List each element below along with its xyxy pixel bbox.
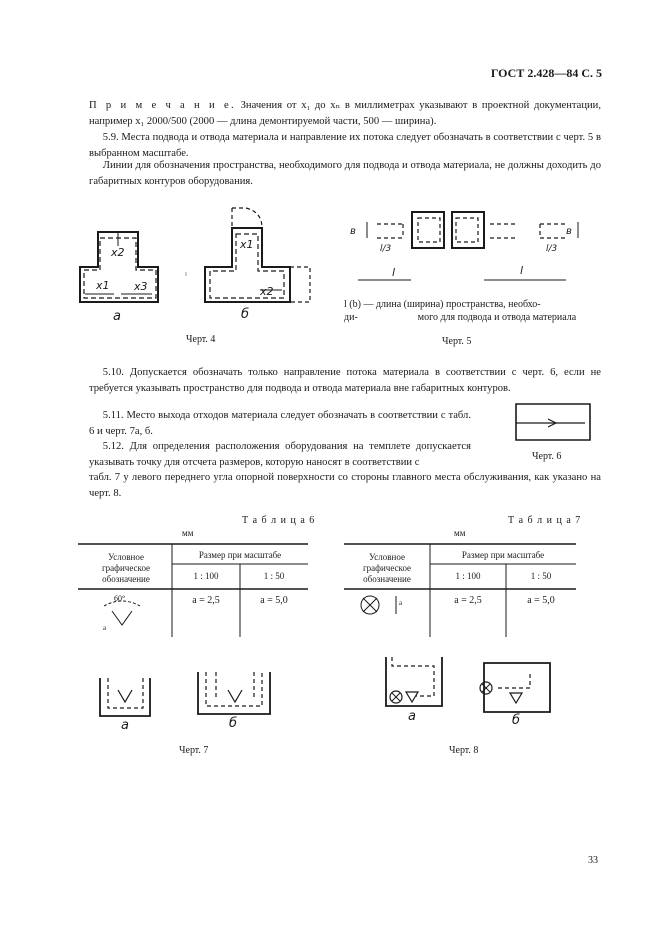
fig5-legend-line2: ди- мого для подвода и отвода материала (344, 312, 577, 323)
fig4a-x2-label: x2 (111, 246, 125, 259)
fig4a-x1-label: x1 (96, 279, 110, 292)
paragraph-5-10: 5.10. Допускается обозначать только направление потока материала в соответствии с черт. 6, если не требуется указывать пространство для подвода и отвода материала вне габаритных контуров. (89, 367, 601, 394)
table6-a-label: a (103, 624, 107, 632)
fig4a-x3-label: x3 (134, 280, 148, 293)
paragraph-5-12-b: табл. 7 у левого переднего угла опорной поверхности со стороны главного места обслуживания, как указано на черт. 8. (89, 472, 601, 499)
table7-value1: a = 2,5 (454, 595, 482, 606)
table6-title: Т а б л и ц а 6 (242, 515, 316, 526)
fig8a-label: а (408, 709, 416, 724)
fig7a-label: а (121, 718, 129, 733)
table6-scale2: 1 : 50 (263, 571, 285, 581)
table6-group-header: Размер при масштабе (198, 550, 282, 560)
table7-group-header: Размер при масштабе (461, 550, 545, 560)
fig7a-drawing (100, 678, 150, 716)
fig8b-label: б (512, 713, 521, 728)
table6-angle-label: 60° (114, 594, 126, 603)
fig8-caption: Черт. 8 (449, 745, 479, 756)
fig4a-label: а (113, 309, 121, 324)
table7-scale1: 1 : 100 (455, 571, 481, 581)
fig5-l-left: l (392, 266, 396, 279)
table7-value2: a = 5,0 (527, 595, 555, 606)
fig8a-drawing (386, 657, 442, 706)
paragraph-5-9: 5.9. Места подвода и отвода материала и направление их потока следует обозначать в соответствии с черт. 5 в выбранном масштабе. (89, 132, 601, 159)
fig5-l3-left: l/3 (380, 244, 392, 254)
fig5-caption: Черт. 5 (442, 336, 472, 347)
paragraph-5-12-a: 5.12. Для определения расположения оборудования на темплете допускается указывать точку для отсчета размеров, которую наносят в соответствии с (89, 441, 471, 468)
fig7b-drawing (198, 672, 270, 714)
table6-symbol (104, 601, 140, 625)
table7-symbol (361, 596, 396, 614)
paragraph-lines: Линии для обозначения пространства, необходимого для подвода и отвода материала, не должны доходить до габаритных контуров оборудования. (89, 160, 601, 187)
fig7b-label: б (229, 716, 238, 731)
page-header: ГОСТ 2.428—84 С. 5 (490, 66, 602, 80)
fig4b-label: б (241, 307, 250, 322)
table6-scale1: 1 : 100 (193, 571, 219, 581)
fig8b-drawing (480, 663, 550, 712)
fig4-caption: Черт. 4 (186, 334, 216, 345)
paragraph-5-11: 5.11. Место выхода отходов материала следует обозначать в соответствии с табл. 6 и черт. 7а, б. (89, 410, 471, 437)
fig7-caption: Черт. 7 (179, 745, 209, 756)
table6-value1: a = 2,5 (192, 595, 220, 606)
fig6-drawing (516, 404, 590, 440)
table7-col1-header: Условное графическое обозначение (362, 552, 412, 584)
note-text: Значения от x₁ до xₙ в миллиметрах указывают в проектной документации, например x₁ 2000/500 (2000 — длина демонтируемой части, 500 — ширина). (89, 100, 602, 127)
page-number: 33 (588, 855, 598, 866)
fig5-l-right: l (520, 264, 524, 277)
fig5-b-left: в (350, 226, 356, 237)
table6-col1-header: Условное графическое обозначение (101, 552, 151, 584)
fig4b-x1-label: x1 (240, 238, 254, 251)
fig6-caption: Черт. 6 (532, 451, 562, 462)
table7-a-label: a (399, 599, 403, 607)
fig5-l3-right: l/3 (546, 244, 558, 254)
fig5-legend-line1: l (b) — длина (ширина) пространства, необхо- (344, 299, 541, 310)
table6-unit: мм (182, 528, 194, 538)
table7-title: Т а б л и ц а 7 (508, 515, 582, 526)
fig4b-drawing (205, 208, 310, 302)
fig5-b-right: в (566, 226, 572, 237)
note-lead: П р и м е ч а н и е. (89, 100, 236, 111)
table7-unit: мм (454, 528, 466, 538)
table7-scale2: 1 : 50 (530, 571, 552, 581)
table6-value2: a = 5,0 (260, 595, 288, 606)
fig4b-x2-label: x2 (260, 285, 274, 298)
fig5-legend (344, 298, 580, 324)
